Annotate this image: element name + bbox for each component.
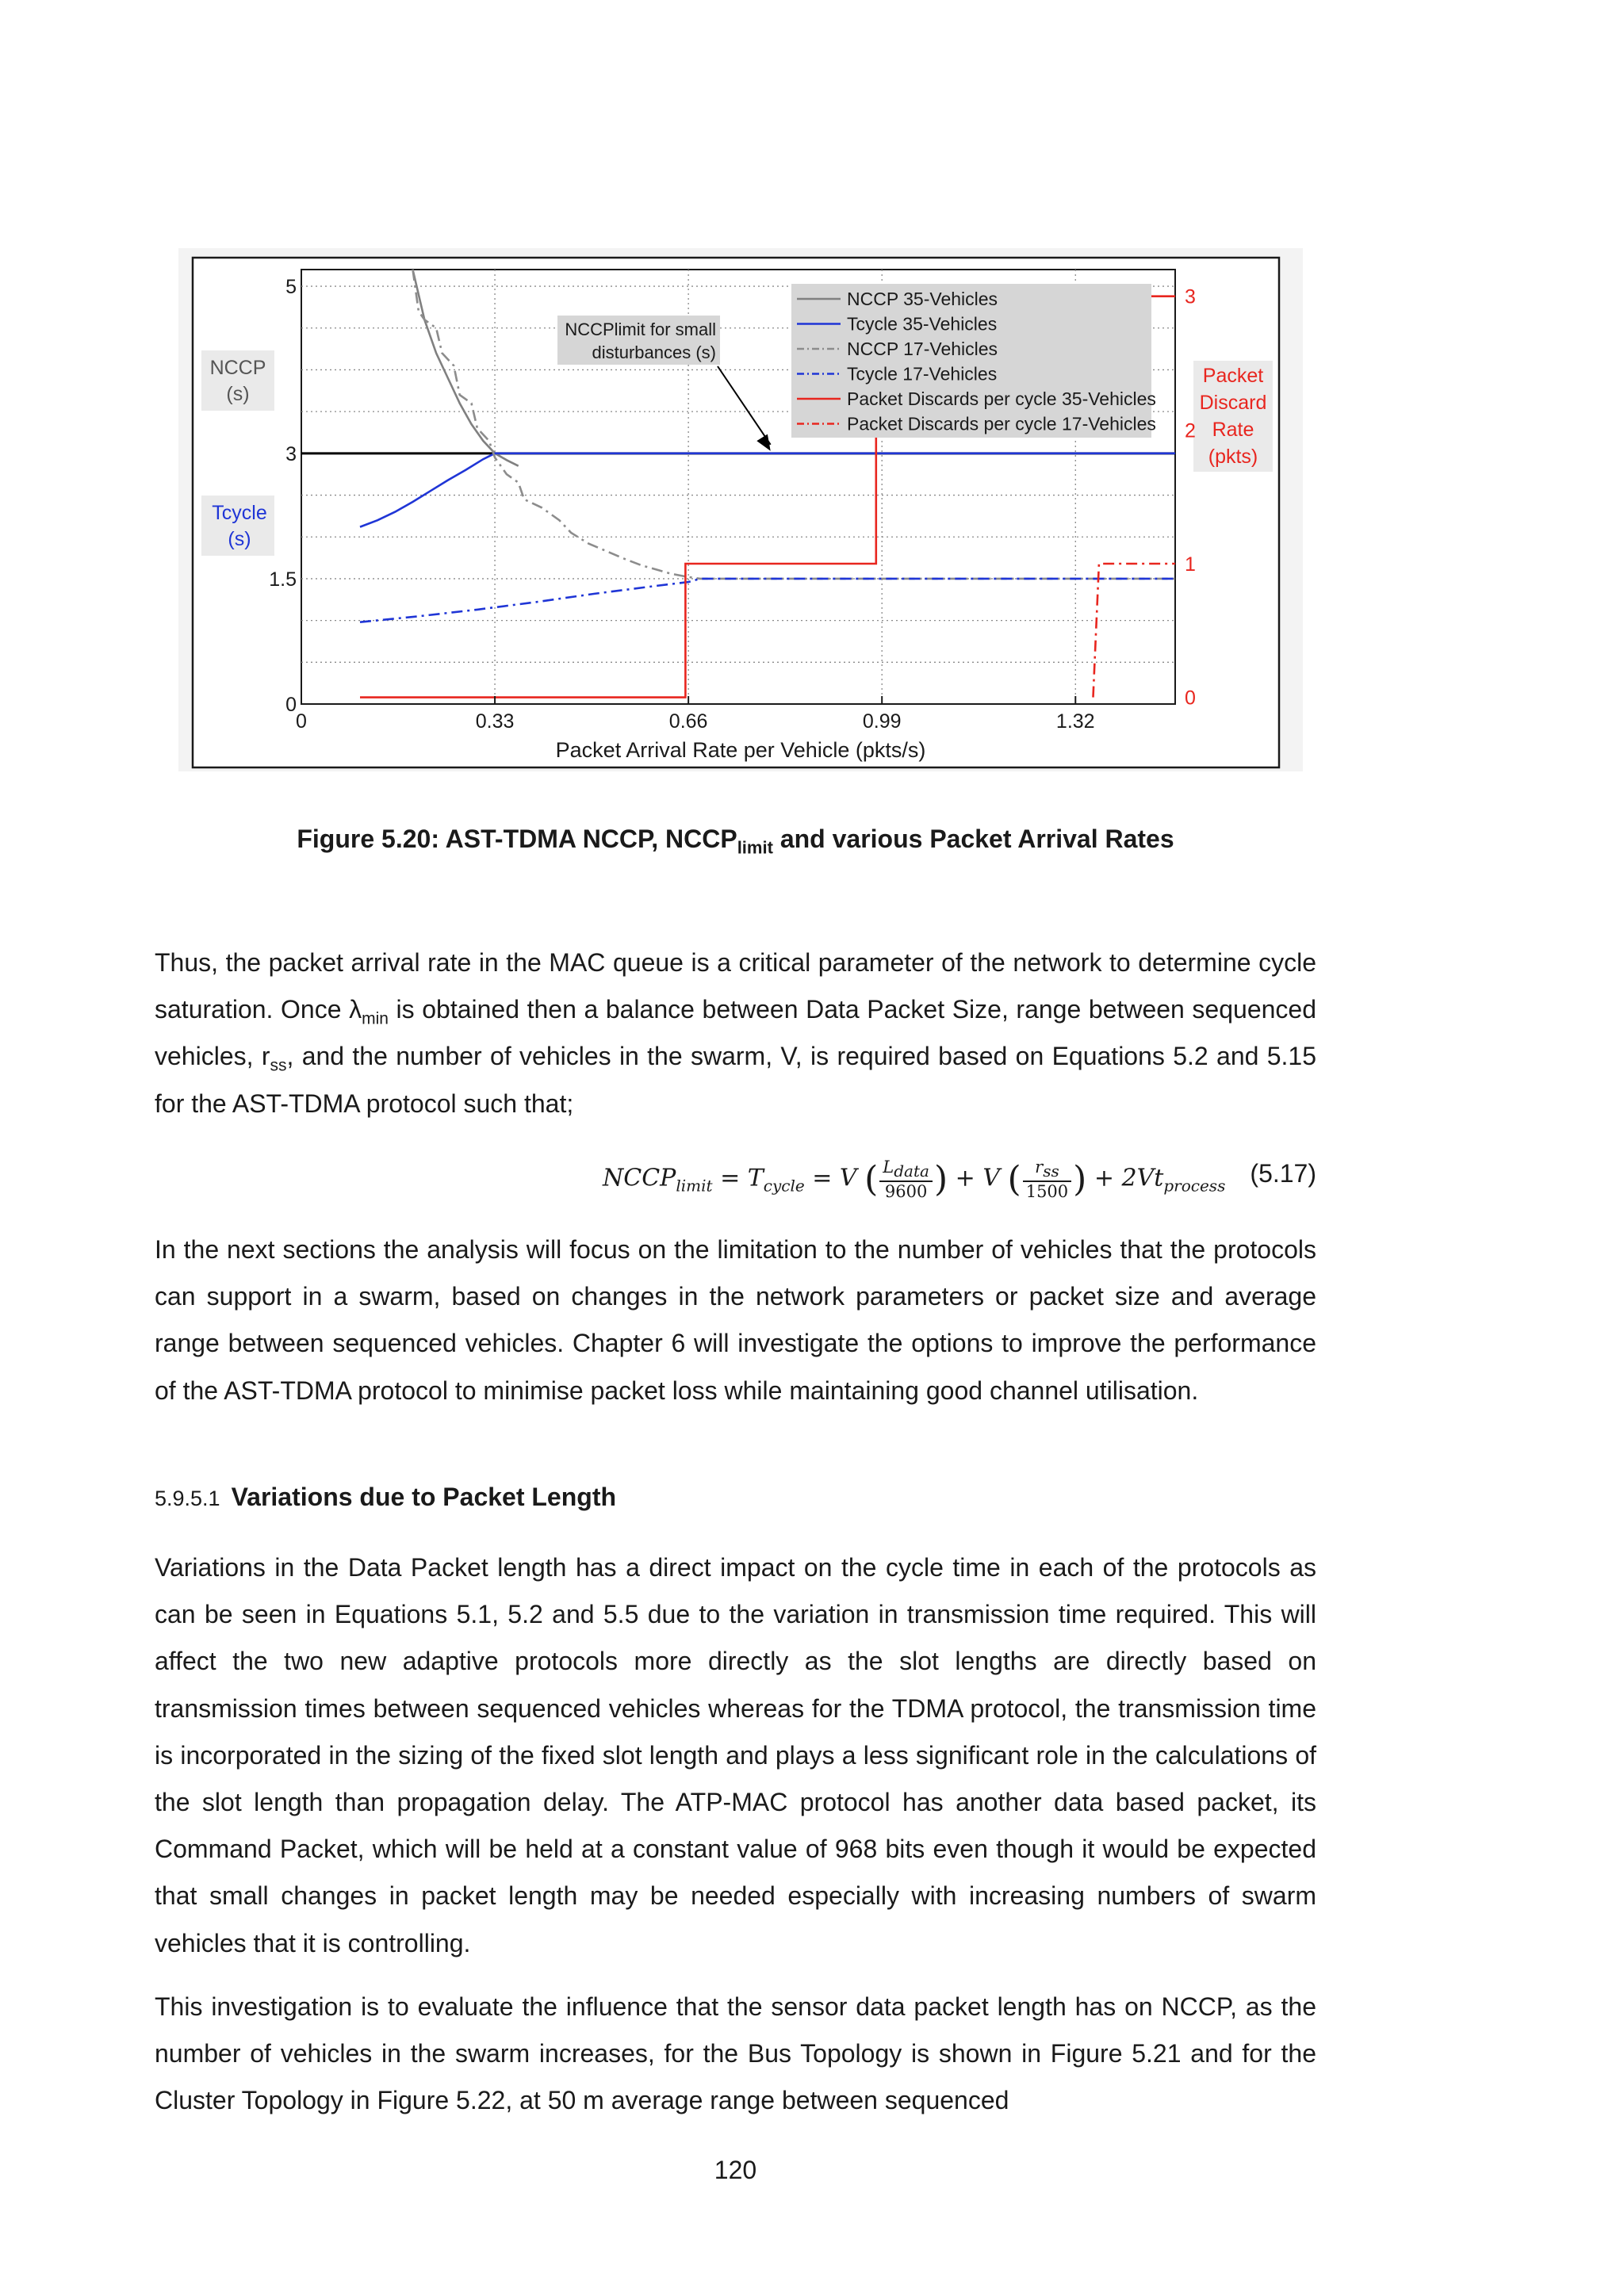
para1-text-c: , and the number of vehicles in the swarm, V, is required based on Equations 5.2 and 5.15 for the AST-TDMA protocol such that; <box>155 1042 1317 1118</box>
nccp-axis-label: NCCP <box>209 357 266 379</box>
paragraph-2: In the next sections the analysis will focus on the limitation to the number of vehicles that the protocols can support in a swarm, based on changes in the network parameters or packet size and average range between sequenced vehicles. Chapter 6 will investigate the options to improve the performance of the AST-TDMA protocol to minimise packet loss while maintaining good channel utilisation. <box>155 1235 1316 1405</box>
legend-label: Tcycle 17-Vehicles <box>847 363 998 385</box>
discard-label-line-4: (pkts) <box>1208 446 1258 468</box>
equation-body <box>603 1158 1225 1201</box>
paragraph-4: This investigation is to evaluate the influence that the sensor data packet length has on NCCP, as the number of vehicles in the swarm increases, for the Bus Topology is shown in Figure 5.21 and for the Cluster Topology in Figure 5.22, at 50 m average range between sequenced <box>155 1992 1316 2115</box>
caption-suffix: and various Packet Arrival Rates <box>772 825 1174 853</box>
eq-lhs: NCCP <box>603 1164 676 1192</box>
eq-tcycle: = T <box>712 1164 764 1192</box>
x-tick-label: 1.32 <box>1055 710 1095 733</box>
tcycle-axis-unit: (s) <box>228 528 251 550</box>
nccp-axis-unit: (s) <box>226 383 250 405</box>
legend-label: NCCP 35-Vehicles <box>847 289 998 309</box>
x-axis-label: Packet Arrival Rate per Vehicle (pkts/s) <box>555 738 926 762</box>
legend-label: Packet Discards per cycle 17-Vehicles <box>847 413 1156 434</box>
x-tick-label: 0 <box>296 710 307 733</box>
paragraph-1 <box>155 939 1316 1127</box>
discard-label-line-2: Discard <box>1199 392 1267 414</box>
para1-text-b: is obtained then a balance between Data Packet Size, range between sequenced vehicles, r <box>155 995 1317 1071</box>
eq-tail: + 2Vt <box>1086 1164 1164 1192</box>
right-tick-label: 0 <box>1185 687 1196 710</box>
eq-v2: + V <box>948 1164 1000 1192</box>
left-tick-label: 0 <box>285 694 297 716</box>
subsection-heading <box>155 1483 616 1512</box>
x-tick-label: 0.66 <box>668 710 708 733</box>
subsection-title: Variations due to Packet Length <box>231 1483 617 1511</box>
legend-label: NCCP 17-Vehicles <box>847 339 998 359</box>
para1-text-a: Thus, the packet arrival rate in the MAC queue is a critical parameter of the network to determine cycle saturation. Once λ <box>155 948 1316 1024</box>
discard-label-line-1: Packet <box>1202 365 1264 387</box>
caption-prefix: Figure 5.20: AST-TDMA NCCP, NCCP <box>297 825 737 853</box>
frac2-num-sub: ss <box>1043 1161 1059 1181</box>
para1-sub-ss: ss <box>270 1056 287 1075</box>
annotation-line-1: NCCPlimit for small <box>565 320 716 339</box>
legend-label: Tcycle 35-Vehicles <box>847 313 998 335</box>
paragraph-3: Variations in the Data Packet length has a direct impact on the cycle time in each of the protocols as can be seen in Equations 5.1, 5.2 and 5.5 due to the variation in transmission time required. This will affect the two new adaptive protocols more directly as the slot lengths are directly based on transmission times between sequenced vehicles whereas for the TDMA protocol, the transmission time is incorporated in the sizing of the fixed slot length and plays a less significant role in the calculations of the slot length than propagation delay. The ATP-MAC protocol has another data based packet, its Command Packet, which will be held at a constant value of 968 bits even though it would be expected that small changes in packet length may be needed especially with increasing numbers of swarm vehicles that it is controlling. <box>155 1553 1316 1957</box>
eq-paren-close-1: ) <box>933 1159 948 1200</box>
frac1-num-sub: data <box>894 1161 929 1181</box>
figure-5-20-chart <box>0 0 1624 793</box>
x-tick-label: 0.99 <box>862 710 902 733</box>
right-tick-label: 1 <box>1185 553 1196 576</box>
eq-tail-sub: process <box>1163 1176 1226 1196</box>
left-tick-label: 5 <box>285 276 297 299</box>
legend-label: Packet Discards per cycle 35-Vehicles <box>847 388 1156 409</box>
eq-fraction-2 <box>1023 1158 1071 1201</box>
eq-lhs-sub: limit <box>676 1176 713 1196</box>
x-tick-label: 0.33 <box>475 710 515 733</box>
para1-sub-min: min <box>362 1009 389 1028</box>
frac1-num: L <box>883 1158 894 1177</box>
tcycle-axis-label: Tcycle <box>212 502 267 524</box>
eq-v1: = V <box>804 1164 857 1192</box>
equation-number: (5.17) <box>1250 1159 1316 1188</box>
discard-label-line-3: Rate <box>1212 419 1254 441</box>
eq-fraction-1 <box>879 1158 933 1201</box>
frac1-den: 9600 <box>884 1182 928 1202</box>
frac2-num: r <box>1035 1158 1044 1177</box>
eq-paren-close-2: ) <box>1073 1159 1087 1200</box>
subsection-number: 5.9.5.1 <box>155 1487 220 1510</box>
right-tick-label: 2 <box>1185 419 1196 442</box>
annotation-line-2: disturbances (s) <box>592 342 716 362</box>
caption-subscript: limit <box>737 837 773 858</box>
page-number: 120 <box>714 2156 757 2184</box>
equation-5-17 <box>155 1151 1316 1207</box>
figure-caption <box>0 825 1471 858</box>
left-tick-label: 1.5 <box>269 568 297 591</box>
legend <box>791 284 1156 438</box>
right-tick-label: 3 <box>1185 285 1196 308</box>
eq-tcycle-sub: cycle <box>763 1176 805 1196</box>
frac2-den: 1500 <box>1025 1182 1069 1202</box>
eq-paren-open-2: ( <box>1007 1159 1021 1200</box>
left-tick-label: 3 <box>285 442 297 465</box>
eq-paren-open-1: ( <box>864 1159 879 1200</box>
